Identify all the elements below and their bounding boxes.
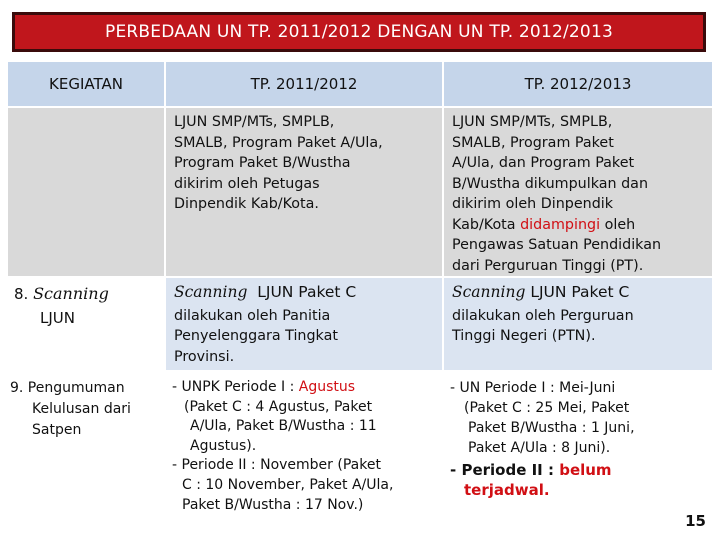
row9-label-line: Kelulusan dari [32,401,131,417]
row7-text: Kab/Kota [452,216,521,233]
row7-text: oleh [600,216,636,233]
header-tp-2012-label: TP. 2012/2013 [524,74,632,93]
row8-label-italic: Scanning [33,284,109,303]
row9-tp2011-line: Agustus). [190,437,257,454]
row7-tp2012-line [452,215,708,236]
row8-tp2011-line: Penyelenggara Tingkat [174,328,338,344]
row9-tp2012-line: Paket B/Wustha : 1 Juni, [468,420,635,436]
row9-tp2012-period2 [450,460,708,480]
row9-tp2012-line: (Paket C : 25 Mei, Paket [464,400,630,416]
row8-heading-text: LJUN Paket C [530,283,630,301]
row7-tp2012-line: dari Perguruan Tinggi (PT). [452,257,644,274]
row8-tp2011-line: Provinsi. [174,348,235,365]
row8-tp2012-line: Tinggi Negeri (PTN). [452,328,596,344]
row7-tp2011-line: SMALB, Program Paket A/Ula, [174,134,383,151]
row8-label [14,284,164,305]
row9-text: - UNPK Periode I : [172,379,299,395]
header-kegiatan [8,62,164,106]
row9-label-line: Satpen [32,422,82,438]
header-tp-2011-label: TP. 2011/2012 [250,74,358,93]
row7-tp2012-line: SMALB, Program Paket [452,134,614,151]
row7-tp2012-line: Pengawas Satuan Pendidikan [452,237,662,253]
row7-tp2011-line: LJUN SMP/MTs, SMPLB, [174,114,335,130]
row9-highlight: Agustus [298,379,356,395]
row8-tp2012-heading [452,282,708,303]
row8-number: 8. [14,285,29,303]
row7-tp2011-cell [166,108,442,276]
row7-tp2012-line: LJUN SMP/MTs, SMPLB, [452,114,613,130]
row7-tp2011-line: Program Paket B/Wustha [174,155,351,171]
row9-tp2011-cell [166,372,442,522]
row9-tp2012-line: Paket A/Ula : 8 Juni). [468,440,611,456]
row9-tp2012-cell [444,372,712,522]
row9-tp2011-line: - Periode II : November (Paket [172,457,381,474]
header-tp-2011 [166,62,442,106]
row9-label-line: 9. Pengumuman [10,380,125,396]
row7-tp2012-line: dikirim oleh Dinpendik [452,196,614,212]
row9-tp2011-line: A/Ula, Paket B/Wustha : 11 [190,418,377,435]
row8-italic: Scanning [452,283,526,301]
row9-tp2012-line: - UN Periode I : Mei-Juni [450,380,616,396]
title-banner [12,12,706,52]
row7-highlight: didampingi [520,216,601,233]
row9-tp2011-line: (Paket C : 4 Agustus, Paket [184,398,373,415]
row8-tp2011-heading [174,282,434,303]
row8-italic: Scanning [174,283,248,301]
row8-kegiatan-cell [8,278,164,370]
row7-tp2012-line: A/Ula, dan Program Paket [452,155,635,171]
row7-tp2011-line: dikirim oleh Petugas [174,175,320,192]
header-tp-2012 [444,62,712,106]
row9-text: - Periode II : [450,461,560,479]
row7-tp2012-line: B/Wustha dikumpulkan dan [452,175,649,192]
row9-tp2011-line: Paket B/Wustha : 17 Nov.) [182,496,364,513]
row7-kegiatan-cell [8,108,164,276]
row9-kegiatan-cell [8,372,164,522]
row8-tp2011-cell [166,278,442,370]
row8-tp2012-cell [444,278,712,370]
page-number: 15 [685,512,706,530]
row8-label-2: LJUN [40,308,75,327]
row9-tp2011-line [172,378,436,398]
row9-highlight: belum [559,461,612,479]
row7-tp2012-cell [444,108,712,276]
row9-highlight: terjadwal. [464,481,550,499]
row8-heading-text: LJUN Paket C [257,283,357,301]
header-kegiatan-label: KEGIATAN [49,74,123,93]
row9-tp2011-line: C : 10 November, Paket A/Ula, [182,476,394,493]
row8-tp2011-line: dilakukan oleh Panitia [174,307,331,324]
row7-tp2011-line: Dinpendik Kab/Kota. [174,196,319,212]
page-title: PERBEDAAN UN TP. 2011/2012 DENGAN UN TP. 2012/2013 [105,22,613,42]
row8-tp2012-line: dilakukan oleh Perguruan [452,307,634,324]
